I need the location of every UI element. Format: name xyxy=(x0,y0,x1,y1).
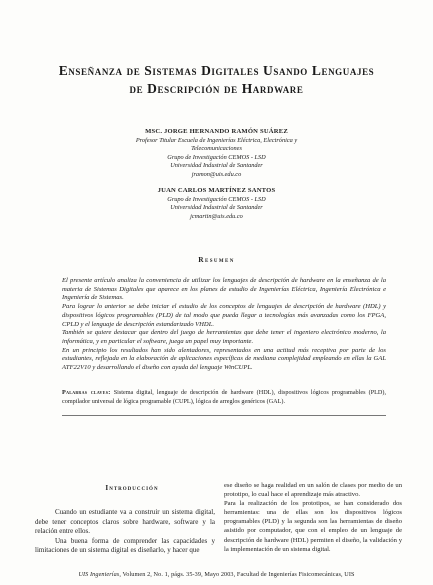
abstract-paragraph: En un principio los resultados han sido alentadores, representados en una actitud más receptiva por parte de los estudiantes, reflejada en la elaboración de aplicaciones específicas de mediana complejidad empleando en ellas la GAL ATF22V10 y desarrollando el diseño con ayuda del lenguaje WinCUPL. xyxy=(62,346,386,372)
introduction-heading: Introducción xyxy=(105,484,159,492)
abstract-paragraph: Para lograr lo anterior se debe iniciar el estudio de los conceptos de lenguajes de descripción de hardware (HDL) y dispositivos lógicos programables (PLD) de tal modo que pueda llegar a tecnologías más avanzadas como los FPGA, CPLD y el lenguaje de descripción estandarizado VHDL. xyxy=(62,303,386,328)
author-name: JUAN CARLOS MARTÍNEZ SANTOS xyxy=(157,187,276,194)
author-name: MSC. JORGE HERNANDO RAMÓN SUÁREZ xyxy=(145,128,288,135)
author-affiliation-line: Profesor Titular Escuela de Ingenierías Eléctrica, Electrónica y xyxy=(135,136,298,144)
keywords xyxy=(62,389,386,406)
author-email[interactable]: jcmartin@uis.edu.co xyxy=(190,212,243,220)
keywords-text: Sistema digital, lenguaje de descripción de hardware (HDL), dispositivos lógicos programables (PLD), compilador universal de lógica programable (CUPL), lógica de arreglos genéricos (GAL). xyxy=(62,389,387,405)
right-column xyxy=(224,481,402,554)
page-footer xyxy=(0,571,433,578)
body-paragraph: ese diseño se haga realidad en un salón de clases por medio de un prototipo, lo cual hace el aprendizaje más atractivo. xyxy=(224,482,402,499)
footer-journal: UIS Ingenierías xyxy=(78,571,120,578)
author-affiliation-line: Universidad Industrial de Santander xyxy=(170,162,263,170)
author-affiliation-line: Grupo de Investigación CEMOS - LSD xyxy=(167,153,266,161)
author-affiliation-line: Telecomunicaciones xyxy=(191,145,242,153)
author-block-1 xyxy=(40,128,393,180)
body-paragraph: Para la realización de los prototipos, se han considerado dos herramientas: una de ellas son los dispositivos lógicos programables (PLD) y la segunda son las herramientas de diseño asistido por computador, que con el empleo de un lenguaje de descripción de hardware (HDL) permiten el diseño, la validación y la implementación de un sistema digital. xyxy=(224,500,402,553)
body-paragraph: Cuando un estudiante va a construir un sistema digital, debe tener conceptos claros sobre hardware, software y la relación entre ellos. xyxy=(35,508,215,536)
abstract-paragraph: El presente artículo analiza la conveniencia de utilizar los lenguajes de descripción de hardware en la enseñanza de la materia de Sistemas Digitales que aparece en los planes de estudio de Ingenierías Eléctrica, Ingeniería Electrónica e Ingeniería de Sistemas. xyxy=(62,277,386,302)
author-affiliation-line: Universidad Industrial de Santander xyxy=(170,204,263,212)
body-paragraph: Una buena forma de comprender las capacidades y limitaciones de un sistema digital es diseñarlo, y hacer que xyxy=(35,536,215,555)
section-divider xyxy=(62,415,386,416)
author-block-2 xyxy=(40,187,393,221)
paper-title-line-1: Enseñanza de Sistemas Digitales Usando Lenguajes xyxy=(58,63,375,78)
abstract-body xyxy=(62,277,386,373)
left-column xyxy=(35,508,215,556)
paper-title-line-2: de Descripción de Hardware xyxy=(129,81,304,96)
footer-details: , Volumen 2, No. 1, págs. 35-39, Mayo 2003, Facultad de Ingenierías Fisicomecánicas, UIS xyxy=(119,571,355,578)
abstract-heading: Resumen xyxy=(198,255,235,264)
abstract-paragraph: También se quiere destacar que dentro del juego de herramientas que debe tener el ingeniero electrónico moderno, la informática, y en particular el software, juega un papel muy importante. xyxy=(62,329,386,345)
keywords-label: Palabras claves: xyxy=(62,389,111,396)
author-email[interactable]: jramon@uis.edu.co xyxy=(191,170,242,178)
author-affiliation-line: Grupo de Investigación CEMOS - LSD xyxy=(167,195,266,203)
